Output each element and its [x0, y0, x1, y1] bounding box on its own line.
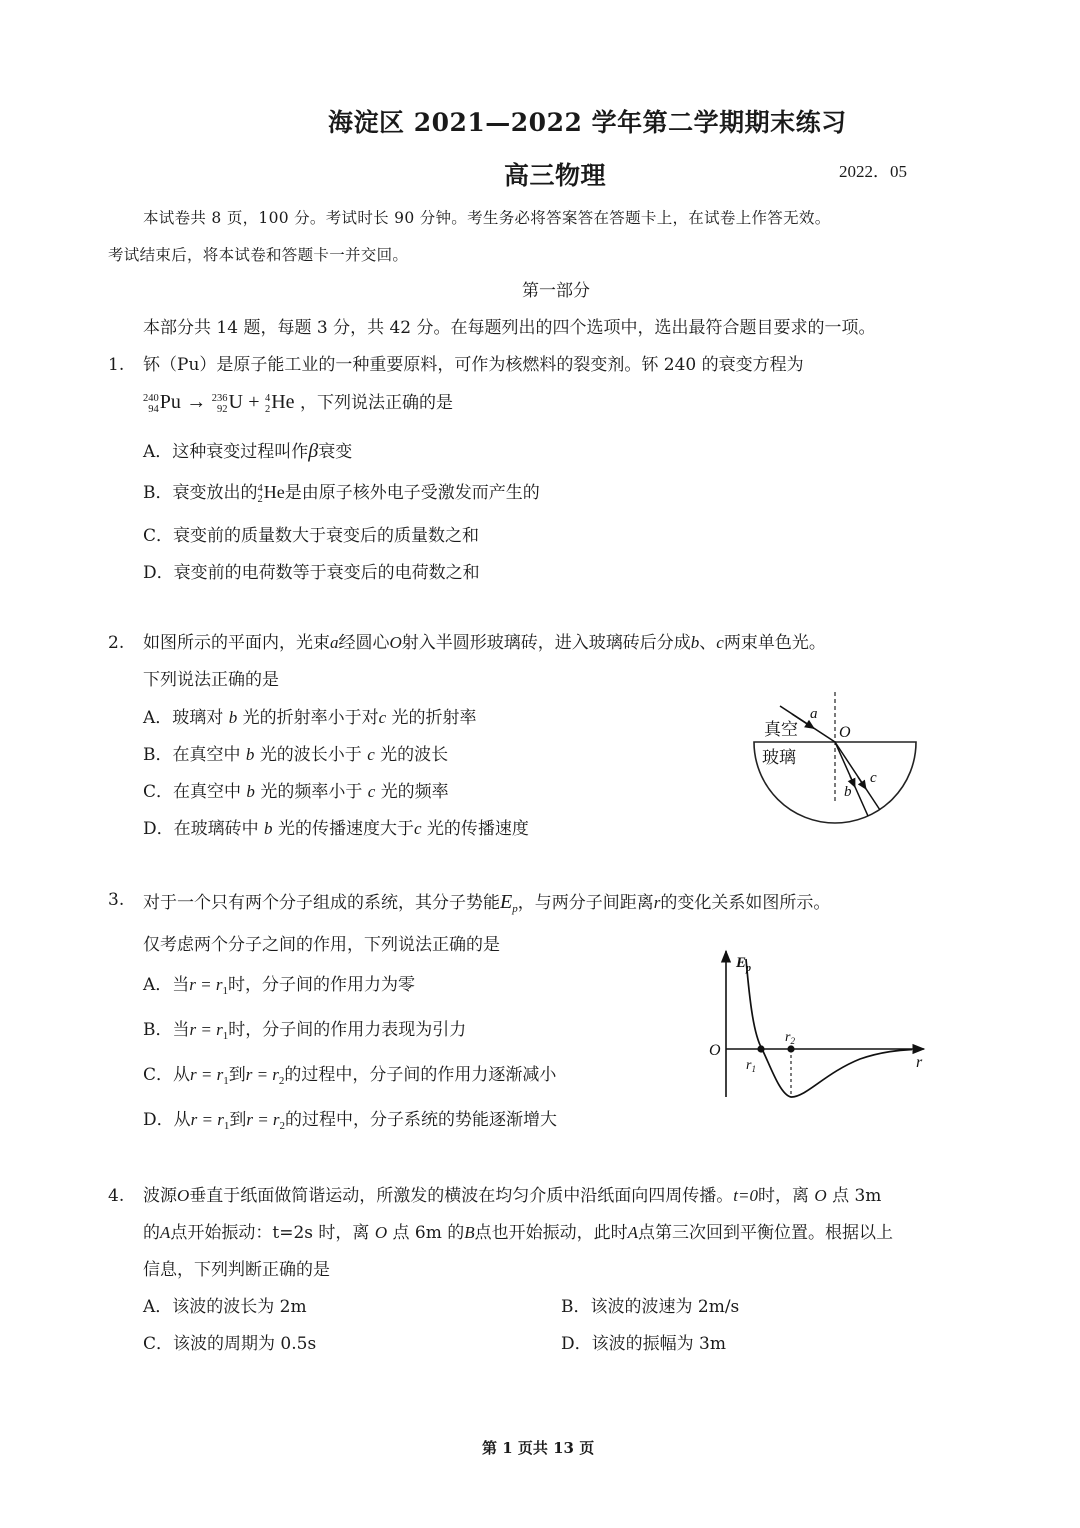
page-footer: 第 1 页共 13 页	[482, 1439, 595, 1457]
q3-option-c: C．从$r = r_1$到$r = r_2$的过程中，分子间的作用力逐渐减小	[143, 1065, 557, 1087]
q4-number: 4.	[108, 1186, 125, 1206]
decay-arrow: →	[186, 391, 207, 413]
q1-option-a: A．这种衰变过程叫作β衰变	[143, 440, 353, 462]
nuclide-u: 236 92 U	[211, 391, 243, 415]
q1-stem-line1: 钚（Pu）是原子能工业的一种重要原料，可作为核燃料的裂变剂。钚 240 的衰变方程为	[143, 355, 804, 375]
label-origin: O	[709, 1042, 721, 1059]
q4-option-c: C．该波的周期为 0.5s	[143, 1334, 317, 1354]
q4-stem-line1: 波源O垂直于纸面做简谐运动，所激发的横波在均匀介质中沿纸面向四周传播。t=0时，离 O 点 3m	[143, 1186, 882, 1206]
q2-number: 2.	[108, 633, 125, 653]
q4-stem-line3: 信息，下列判断正确的是	[143, 1260, 330, 1280]
q2-option-a: A．玻璃对 b 光的折射率小于对c 光的折射率	[143, 708, 477, 728]
q2-option-b: B．在真空中 b 光的波长小于 c 光的波长	[143, 745, 449, 765]
label-glass: 玻璃	[762, 748, 796, 768]
exam-title: 海淀区 2021—2022 学年第二学期期末练习	[328, 108, 847, 137]
q1-option-b: B．衰变放出的 4 2 He是由原子核外电子受激发而产生的	[143, 482, 540, 505]
q2-stem-line2: 下列说法正确的是	[143, 670, 279, 690]
nuclide-pu: 240 94 Pu	[143, 391, 181, 415]
q4-stem-line2: 的A点开始振动：t=2s 时，离 O 点 6m 的B点也开始振动，此时A点第三次回到平衡位置。根据以上	[143, 1223, 894, 1243]
q4-option-b: B．该波的波速为 2m/s	[561, 1297, 740, 1317]
q2-option-d: D．在玻璃砖中 b 光的传播速度大于c 光的传播速度	[143, 819, 529, 839]
label-O: O	[839, 724, 851, 741]
refraction-figure	[740, 690, 930, 830]
label-c: c	[870, 770, 877, 786]
q3-stem-line2: 仅考虑两个分子之间的作用，下列说法正确的是	[143, 935, 500, 955]
q4-option-d: D．该波的振幅为 3m	[561, 1334, 726, 1354]
part-heading: 第一部分	[522, 281, 590, 301]
q3-option-d: D．从$r = r_1$到$r = r_2$的过程中，分子系统的势能逐渐增大	[143, 1110, 558, 1132]
label-r1: $r_1$	[746, 1058, 756, 1074]
label-a: a	[810, 706, 818, 722]
q2-stem-line1: 如图所示的平面内，光束a经圆心O射入半圆形玻璃砖，进入玻璃砖后分成b、c两束单色光。	[143, 633, 826, 653]
nuclide-he: 4 2 He	[264, 391, 295, 415]
part-intro: 本部分共 14 题，每题 3 分，共 42 分。在每题列出的四个选项中，选出最符合题目要求的一项。	[143, 318, 876, 338]
q2-option-c: C．在真空中 b 光的频率小于 c 光的频率	[143, 782, 449, 802]
q3-option-a: A．当$r = r_1$时，分子间的作用力为零	[143, 975, 415, 997]
r2-point	[787, 1045, 794, 1052]
potential-energy-graph	[700, 945, 940, 1105]
label-vacuum: 真空	[764, 720, 798, 740]
q3-stem-line1: 对于一个只有两个分子组成的系统，其分子势能$E_p$，与两分子间距离r的变化关系如图所示。	[143, 891, 831, 915]
label-b: b	[844, 784, 852, 800]
label-ep: $E_p$	[736, 955, 752, 974]
q1-option-c: C．衰变前的质量数大于衰变后的质量数之和	[143, 526, 480, 546]
label-r-axis: r	[916, 1054, 923, 1071]
notice-line-1: 本试卷共 8 页，100 分。考试时长 90 分钟。考生务必将答案答在答题卡上，在试卷上作答无效。	[143, 209, 831, 227]
q1-number: 1.	[108, 355, 125, 375]
subject-title: 高三物理	[504, 161, 607, 190]
ep-curve	[746, 959, 912, 1097]
label-r2: $r_2$	[785, 1030, 795, 1046]
q4-option-a: A．该波的波长为 2m	[143, 1297, 307, 1317]
q3-option-b: B．当$r = r_1$时，分子间的作用力表现为引力	[143, 1020, 467, 1042]
r1-point	[757, 1045, 764, 1052]
q1-equation-line: 240 94 Pu → 236 92 U + 4 2 He ，下列说法正确的是	[143, 391, 453, 415]
notice-line-2: 考试结束后，将本试卷和答题卡一并交回。	[108, 246, 409, 264]
q3-number: 3.	[108, 890, 125, 910]
exam-date: 2022．05	[839, 162, 907, 181]
q1-option-d: D．衰变前的电荷数等于衰变后的电荷数之和	[143, 563, 480, 583]
